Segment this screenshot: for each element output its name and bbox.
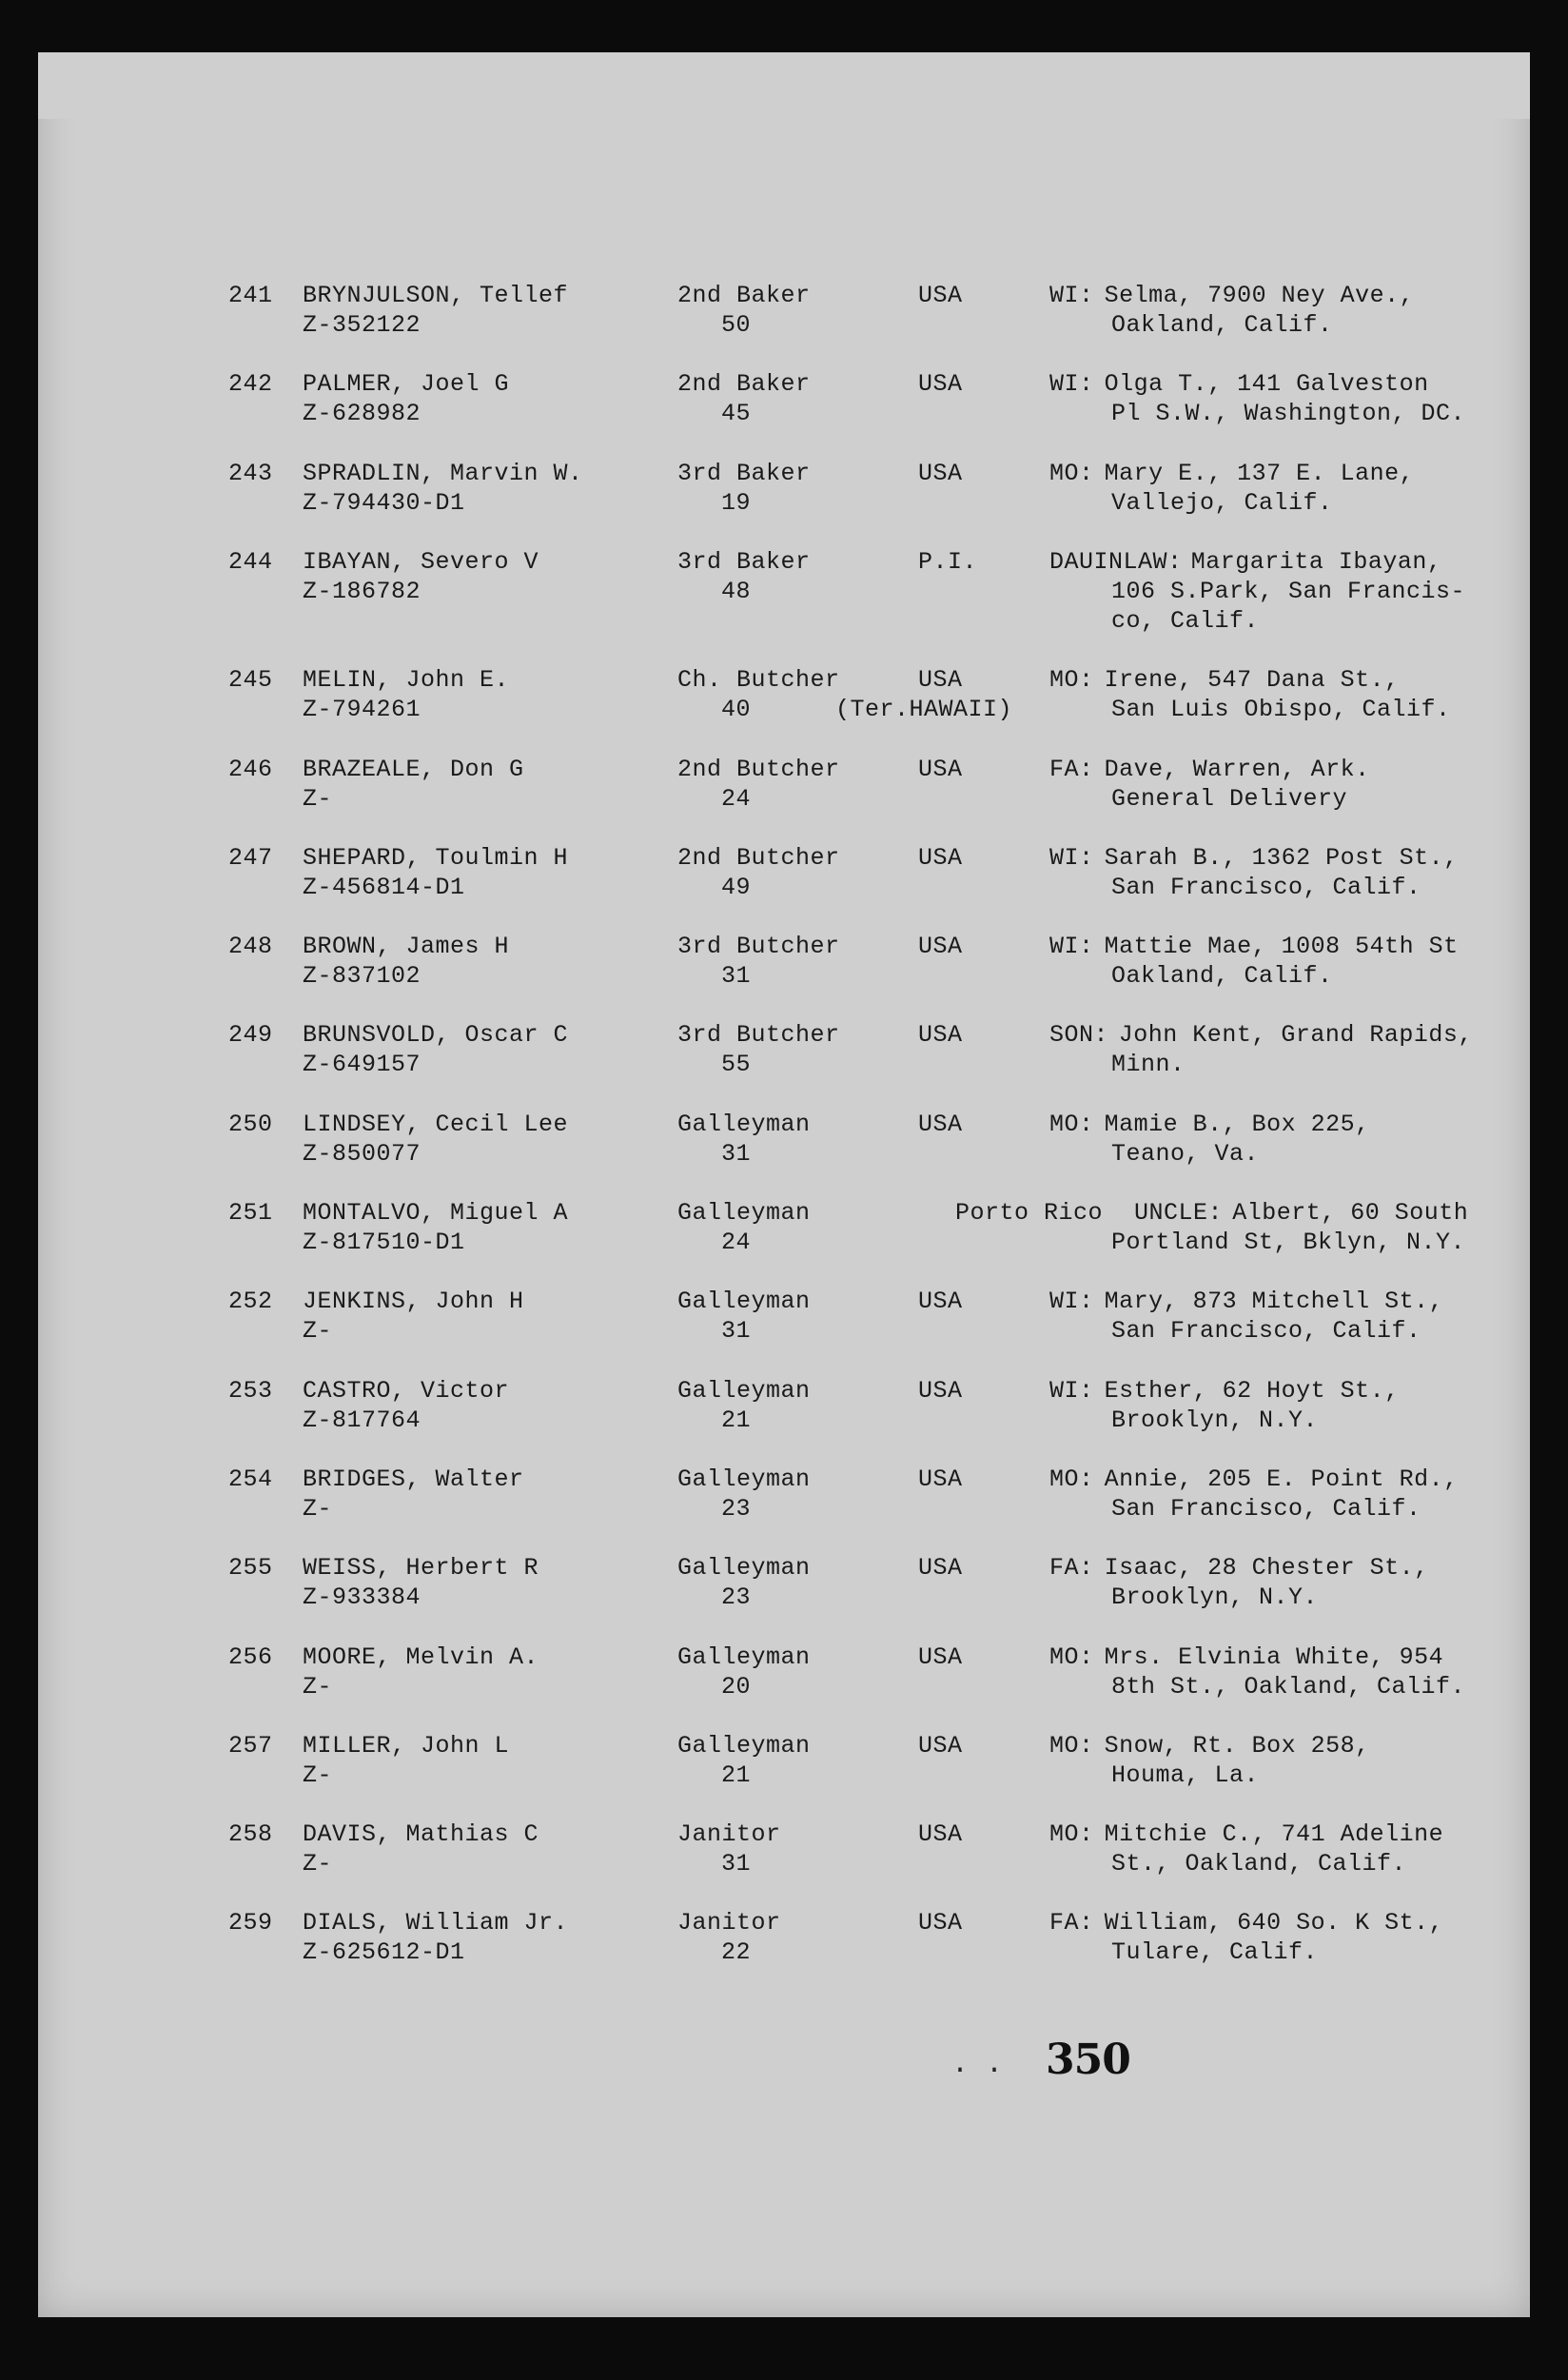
rating: 3rd Baker — [677, 459, 811, 487]
nationality: USA — [918, 1820, 963, 1849]
kin-relation: FA: — [1049, 1554, 1094, 1583]
next-of-kin-address-line: Mitchie C., 741 Adeline — [1104, 1820, 1444, 1849]
z-number: Z-352122 — [303, 311, 421, 339]
z-number: Z-850077 — [303, 1139, 421, 1168]
record-number: 252 — [228, 1288, 273, 1316]
z-number: Z- — [303, 1672, 333, 1701]
next-of-kin-address-line: Mattie Mae, 1008 54th St — [1104, 933, 1459, 961]
age: 21 — [721, 1760, 752, 1789]
rating: 2nd Butcher — [677, 755, 840, 783]
nationality: USA — [918, 755, 963, 783]
crew-record — [38, 369, 1530, 445]
kin-relation: UNCLE: — [1134, 1199, 1224, 1227]
crew-name: JENKINS, John H — [303, 1288, 524, 1316]
record-number: 250 — [228, 1110, 273, 1138]
z-number: Z-649157 — [303, 1051, 421, 1079]
crew-name: BRAZEALE, Don G — [303, 755, 524, 783]
page-number: 350 — [1046, 2036, 1130, 2084]
rating: Ch. Butcher — [677, 666, 840, 695]
crew-name: BRIDGES, Walter — [303, 1465, 524, 1493]
rating: Galleyman — [677, 1288, 811, 1316]
age: 22 — [721, 1938, 752, 1967]
age: 45 — [721, 400, 752, 428]
record-number: 244 — [228, 547, 273, 576]
crew-record — [38, 1465, 1530, 1541]
rating: Janitor — [677, 1909, 781, 1937]
next-of-kin-address-line: 106 S.Park, San Francis- — [1111, 577, 1466, 605]
kin-relation: WI: — [1049, 370, 1094, 399]
crew-name: MELIN, John E. — [303, 666, 510, 695]
kin-relation: WI: — [1049, 1376, 1094, 1405]
age: 55 — [721, 1051, 752, 1079]
nationality: Porto Rico — [955, 1199, 1104, 1227]
kin-relation: MO: — [1049, 1642, 1094, 1671]
next-of-kin-address-line: Pl S.W., Washington, DC. — [1111, 400, 1466, 428]
z-number: Z- — [303, 784, 333, 813]
next-of-kin-address-line: Esther, 62 Hoyt St., — [1104, 1376, 1400, 1405]
age: 31 — [721, 1317, 752, 1346]
crew-name: MONTALVO, Miguel A — [303, 1199, 569, 1227]
next-of-kin-address-line: Isaac, 28 Chester St., — [1104, 1554, 1429, 1583]
nationality: USA — [918, 1731, 963, 1760]
next-of-kin-address-line: Brooklyn, N.Y. — [1111, 1406, 1319, 1434]
record-number: 251 — [228, 1199, 273, 1227]
nationality: USA — [918, 370, 963, 399]
z-number: Z-794261 — [303, 696, 421, 724]
crew-record — [38, 1731, 1530, 1807]
rating: 3rd Butcher — [677, 1021, 840, 1050]
rating: Galleyman — [677, 1554, 811, 1583]
next-of-kin-address-line: Oakland, Calif. — [1111, 962, 1333, 991]
nationality: USA — [918, 1465, 963, 1493]
torn-top-edge — [38, 52, 1530, 119]
age: 31 — [721, 962, 752, 991]
crew-record — [38, 843, 1530, 919]
kin-relation: MO: — [1049, 1110, 1094, 1138]
nationality: USA — [918, 666, 963, 695]
page-dots: . . — [951, 2049, 1004, 2081]
crew-record — [38, 1376, 1530, 1452]
z-number: Z-933384 — [303, 1583, 421, 1612]
crew-record — [38, 1642, 1530, 1719]
kin-relation: WI: — [1049, 933, 1094, 961]
age: 21 — [721, 1406, 752, 1434]
z-number: Z-837102 — [303, 962, 421, 991]
age: 31 — [721, 1850, 752, 1878]
kin-relation: SON: — [1049, 1021, 1109, 1050]
nationality: USA — [918, 1909, 963, 1937]
next-of-kin-address-line: Houma, La. — [1111, 1760, 1260, 1789]
age: 19 — [721, 488, 752, 517]
crew-name: LINDSEY, Cecil Lee — [303, 1110, 569, 1138]
next-of-kin-address-line: Portland St, Bklyn, N.Y. — [1111, 1229, 1466, 1256]
age: 20 — [721, 1672, 752, 1701]
crew-record — [38, 1819, 1530, 1896]
rating: Galleyman — [677, 1465, 811, 1493]
next-of-kin-address-line: John Kent, Grand Rapids, — [1118, 1021, 1473, 1050]
rating: Janitor — [677, 1820, 781, 1849]
age: 23 — [721, 1583, 752, 1612]
z-number: Z-186782 — [303, 577, 421, 605]
nationality: USA — [918, 843, 963, 872]
kin-relation: MO: — [1049, 1731, 1094, 1760]
record-number: 259 — [228, 1909, 273, 1937]
next-of-kin-address-line: Tulare, Calif. — [1111, 1938, 1319, 1967]
kin-relation: WI: — [1049, 1288, 1094, 1316]
next-of-kin-address-line: Annie, 205 E. Point Rd., — [1104, 1465, 1459, 1493]
nationality: USA — [918, 1642, 963, 1671]
crew-record — [38, 755, 1530, 831]
record-number: 254 — [228, 1465, 273, 1493]
z-number: Z-817510-D1 — [303, 1229, 465, 1256]
rating: 3rd Butcher — [677, 933, 840, 961]
next-of-kin-address-line: 8th St., Oakland, Calif. — [1111, 1672, 1466, 1701]
record-number: 242 — [228, 370, 273, 399]
crew-name: BRUNSVOLD, Oscar C — [303, 1021, 569, 1050]
crew-record — [38, 281, 1530, 357]
age: 48 — [721, 577, 752, 605]
z-number: Z-817764 — [303, 1406, 421, 1434]
next-of-kin-address-line: Vallejo, Calif. — [1111, 488, 1333, 517]
kin-relation: WI: — [1049, 843, 1094, 872]
crew-name: MILLER, John L — [303, 1731, 510, 1760]
record-number: 256 — [228, 1642, 273, 1671]
next-of-kin-address-line: San Francisco, Calif. — [1111, 1317, 1421, 1346]
z-number: Z- — [303, 1494, 333, 1523]
kin-relation: MO: — [1049, 1820, 1094, 1849]
next-of-kin-address-line: Teano, Va. — [1111, 1139, 1260, 1168]
z-number: Z-456814-D1 — [303, 873, 465, 901]
record-number: 247 — [228, 843, 273, 872]
crew-record — [38, 1020, 1530, 1096]
nationality: USA — [918, 1376, 963, 1405]
kin-relation: DAUINLAW: — [1049, 547, 1183, 576]
rating: 2nd Baker — [677, 282, 811, 309]
crew-record — [38, 665, 1530, 741]
crew-name: CASTRO, Victor — [303, 1376, 510, 1405]
age: 23 — [721, 1494, 752, 1523]
crew-name: BRYNJULSON, Tellef — [303, 282, 569, 309]
rating: Galleyman — [677, 1110, 811, 1138]
rating: 2nd Baker — [677, 370, 811, 399]
age: 24 — [721, 784, 752, 813]
crew-record — [38, 1110, 1530, 1186]
age: 49 — [721, 873, 752, 901]
crew-name: WEISS, Herbert R — [303, 1554, 539, 1583]
nationality: USA — [918, 1554, 963, 1583]
kin-relation: MO: — [1049, 1465, 1094, 1493]
crew-record — [38, 1553, 1530, 1629]
next-of-kin-address-line: San Francisco, Calif. — [1111, 1494, 1421, 1523]
age: 31 — [721, 1139, 752, 1168]
crew-name: DIALS, William Jr. — [303, 1909, 569, 1937]
kin-relation: WI: — [1049, 282, 1094, 309]
record-number: 243 — [228, 459, 273, 487]
next-of-kin-address-line: St., Oakland, Calif. — [1111, 1850, 1407, 1878]
next-of-kin-address-line: Snow, Rt. Box 258, — [1104, 1731, 1370, 1760]
record-number: 246 — [228, 755, 273, 783]
next-of-kin-address-line: Mary E., 137 E. Lane, — [1104, 459, 1415, 487]
crew-record — [38, 1198, 1530, 1274]
record-number: 255 — [228, 1554, 273, 1583]
nationality: USA — [918, 1110, 963, 1138]
age: 50 — [721, 311, 752, 339]
kin-relation: MO: — [1049, 459, 1094, 487]
next-of-kin-address-line: General Delivery — [1111, 784, 1348, 813]
next-of-kin-address-line: Margarita Ibayan, — [1190, 547, 1442, 576]
z-number: Z-625612-D1 — [303, 1938, 465, 1967]
record-number: 258 — [228, 1820, 273, 1849]
age: 24 — [721, 1229, 752, 1256]
nationality-note: (Ter.HAWAII) — [835, 696, 1013, 724]
rating: Galleyman — [677, 1376, 811, 1405]
record-number: 248 — [228, 933, 273, 961]
next-of-kin-address-line: Albert, 60 South — [1232, 1199, 1469, 1227]
crew-record — [38, 932, 1530, 1008]
nationality: USA — [918, 282, 963, 309]
nationality: P.I. — [918, 547, 978, 576]
kin-relation: FA: — [1049, 1909, 1094, 1937]
next-of-kin-address-line: William, 640 So. K St., — [1104, 1909, 1444, 1937]
crew-record — [38, 1908, 1530, 1984]
record-number: 245 — [228, 666, 273, 695]
document-page — [38, 52, 1530, 2317]
crew-name: MOORE, Melvin A. — [303, 1642, 539, 1671]
next-of-kin-address-line: Dave, Warren, Ark. — [1104, 755, 1370, 783]
next-of-kin-address-line: co, Calif. — [1111, 606, 1260, 635]
next-of-kin-address-line: Mamie B., Box 225, — [1104, 1110, 1370, 1138]
nationality: USA — [918, 459, 963, 487]
z-number: Z- — [303, 1760, 333, 1789]
crew-record — [38, 1287, 1530, 1363]
record-number: 249 — [228, 1021, 273, 1050]
next-of-kin-address-line: Brooklyn, N.Y. — [1111, 1583, 1319, 1612]
next-of-kin-address-line: San Francisco, Calif. — [1111, 873, 1421, 901]
crew-name: DAVIS, Mathias C — [303, 1820, 539, 1849]
crew-name: PALMER, Joel G — [303, 370, 510, 399]
crew-name: IBAYAN, Severo V — [303, 547, 539, 576]
z-number: Z- — [303, 1317, 333, 1346]
record-number: 257 — [228, 1731, 273, 1760]
crew-name: BROWN, James H — [303, 933, 510, 961]
next-of-kin-address-line: Mary, 873 Mitchell St., — [1104, 1288, 1444, 1316]
kin-relation: FA: — [1049, 755, 1094, 783]
next-of-kin-address-line: San Luis Obispo, Calif. — [1111, 696, 1451, 724]
z-number: Z- — [303, 1850, 333, 1878]
next-of-kin-address-line: Olga T., 141 Galveston — [1104, 370, 1429, 399]
crew-record — [38, 547, 1530, 635]
rating: 2nd Butcher — [677, 843, 840, 872]
next-of-kin-address-line: Selma, 7900 Ney Ave., — [1104, 282, 1415, 309]
next-of-kin-address-line: Oakland, Calif. — [1111, 311, 1333, 339]
nationality: USA — [918, 1021, 963, 1050]
z-number: Z-628982 — [303, 400, 421, 428]
next-of-kin-address-line: Minn. — [1111, 1051, 1186, 1079]
crew-name: SPRADLIN, Marvin W. — [303, 459, 583, 487]
rating: Galleyman — [677, 1642, 811, 1671]
next-of-kin-address-line: Irene, 547 Dana St., — [1104, 666, 1400, 695]
record-number: 253 — [228, 1376, 273, 1405]
crew-record — [38, 459, 1530, 535]
next-of-kin-address-line: Sarah B., 1362 Post St., — [1104, 843, 1459, 872]
z-number: Z-794430-D1 — [303, 488, 465, 517]
crew-name: SHEPARD, Toulmin H — [303, 843, 569, 872]
age: 40 — [721, 696, 752, 724]
next-of-kin-address-line: Mrs. Elvinia White, 954 — [1104, 1642, 1444, 1671]
nationality: USA — [918, 933, 963, 961]
kin-relation: MO: — [1049, 666, 1094, 695]
rating: 3rd Baker — [677, 547, 811, 576]
record-number: 241 — [228, 282, 273, 309]
nationality: USA — [918, 1288, 963, 1316]
rating: Galleyman — [677, 1731, 811, 1760]
rating: Galleyman — [677, 1199, 811, 1227]
